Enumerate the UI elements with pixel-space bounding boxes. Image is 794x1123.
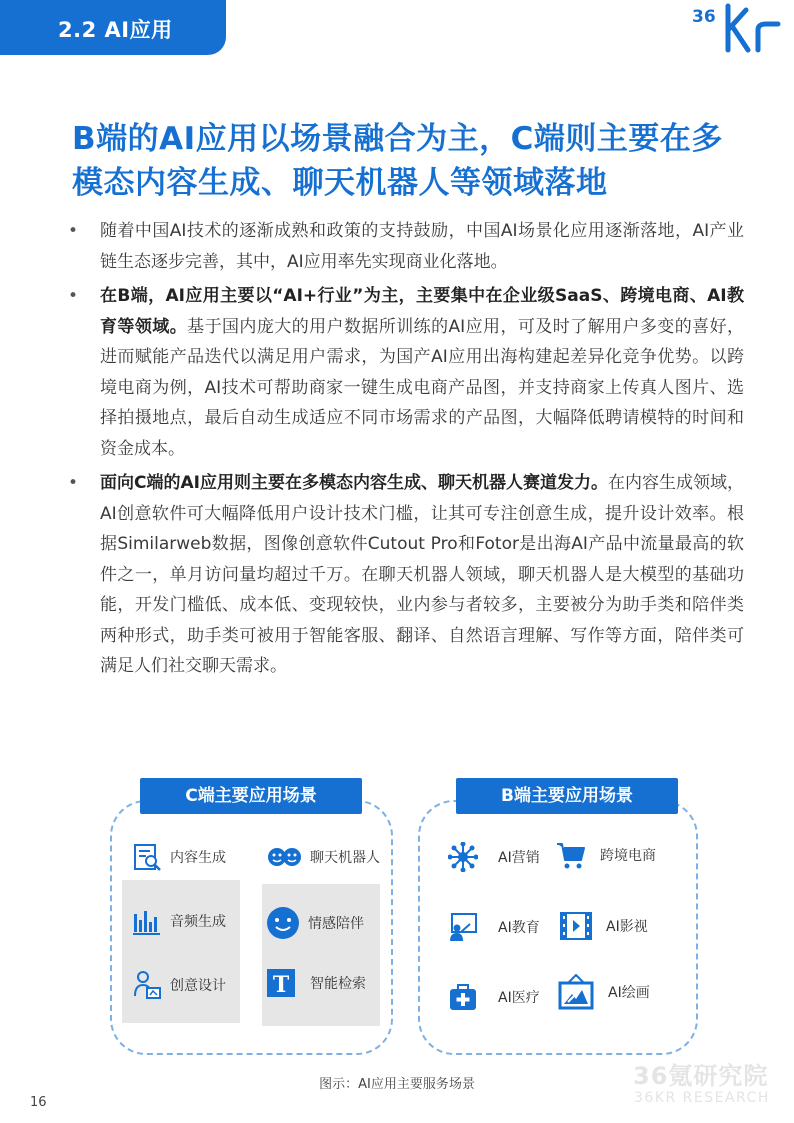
section-label: 2.2 AI应用 (58, 18, 173, 42)
bullet-body-text: 在内容生成领域，AI创意软件可大幅降低用户设计技术门槛，让其可专注创意生成，提升设计效率。根据Similarweb数据，图像创意软件Cutout Pro和Fotor是出海AI产品中流量最高的软件之一，单月访问量均超过千万。在聊天机器人领域，聊天机器人是大模型的基础功能，开发门槛低、成本低、变现较快，业内参与者较多，主要被分为助手类和陪伴类两种形式，助手类可被用于智能客服、翻译、自然语言理解、写作等方面，陪伴类可满足人们社交聊天需求。 (100, 473, 744, 676)
36kr-logo-icon (684, 0, 794, 56)
b-item-label: 跨境电商 (600, 848, 656, 864)
shopping-cart-icon (556, 840, 586, 870)
b-item-label: AI教育 (498, 920, 540, 936)
page-number: 16 (30, 1095, 47, 1110)
c-item-chatbot (266, 842, 380, 872)
bullet-body-text: 随着中国AI技术的逐渐成熟和政策的支持鼓励，中国AI场景化应用逐渐落地，AI产业链生态逐步完善，其中，AI应用率先实现商业化落地。 (100, 221, 744, 272)
b-item-ai-film (560, 910, 648, 942)
brand-logo (684, 0, 794, 56)
headline-line-2: 模态内容生成、聊天机器人等领域落地 (72, 165, 608, 201)
c-item-creative-design (132, 970, 226, 1000)
c-item-label: 音频生成 (170, 914, 226, 930)
bullet-bold-text: 在B端，AI应用主要以“AI+行业”为主，主要集中在企业级SaaS、跨境电商、AI教育等领域。 (100, 286, 744, 337)
headline-line-1: B端的AI应用以场景融合为主，C端则主要在多 (72, 121, 723, 157)
bullet-item (64, 216, 744, 277)
b-item-label: AI营销 (498, 850, 540, 866)
b-item-ai-painting (558, 974, 650, 1010)
audio-bars-icon (132, 906, 162, 936)
figure-caption: 图示：AI应用主要服务场景 (319, 1077, 475, 1092)
bullet-list (64, 216, 744, 686)
c-panel-title: C端主要应用场景 (140, 778, 362, 814)
watermark-en: 36KR RESEARCH (634, 1090, 770, 1106)
medical-kit-icon (448, 982, 478, 1012)
b-panel-title: B端主要应用场景 (456, 778, 678, 814)
smile-face-icon (266, 906, 300, 940)
document-search-icon (132, 842, 162, 872)
svg-text:36: 36 (692, 7, 716, 27)
bullet-item (64, 468, 744, 682)
film-icon (560, 910, 592, 942)
chat-faces-icon (266, 842, 302, 872)
network-icon (448, 842, 478, 872)
c-item-label: 聊天机器人 (310, 850, 380, 866)
b-item-label: AI绘画 (608, 985, 650, 1001)
teacher-board-icon (448, 912, 478, 942)
designer-icon (132, 970, 162, 1000)
c-item-label: 智能检索 (310, 976, 366, 992)
b-item-ai-marketing (448, 842, 540, 872)
bullet-dot-icon: • (68, 473, 79, 493)
bullet-bold-text: 面向C端的AI应用则主要在多模态内容生成、聊天机器人赛道发力。 (100, 473, 608, 493)
c-item-smart-search (266, 968, 366, 998)
c-item-audio-generation (132, 906, 226, 936)
c-item-label: 内容生成 (170, 850, 226, 866)
t-letter-icon (266, 968, 296, 998)
svg-text:T: T (272, 972, 290, 998)
c-item-emotional-companion (266, 906, 364, 940)
page-headline (72, 117, 752, 205)
bullet-dot-icon: • (68, 286, 79, 306)
section-header-bar (0, 0, 226, 55)
c-item-content-generation (132, 842, 226, 872)
b-item-label: AI医疗 (498, 990, 540, 1006)
c-item-label: 创意设计 (170, 978, 226, 994)
watermark-cn: 36氪研究院 (633, 1062, 769, 1090)
picture-frame-icon (558, 974, 594, 1010)
bullet-body-text: 基于国内庞大的用户数据所训练的AI应用，可及时了解用户多变的喜好，进而赋能产品迭代以满足用户需求，为国产AI应用出海构建起差异化竞争优势。以跨境电商为例，AI技术可帮助商家一键生成电商产品图，并支持商家上传真人图片、选择拍摄地点，最后自动生成适应不同市场需求的产品图，大幅降低聘请模特的时间和资金成本。 (100, 316, 744, 459)
c-shade-block-left (122, 880, 240, 1023)
b-item-ai-medical (448, 982, 540, 1012)
b-item-label: AI影视 (606, 919, 648, 935)
b-item-cross-border-ecommerce (556, 840, 656, 870)
b-item-ai-education (448, 912, 540, 942)
bullet-dot-icon: • (68, 221, 79, 241)
c-item-label: 情感陪伴 (308, 916, 364, 932)
bullet-item (64, 281, 744, 464)
